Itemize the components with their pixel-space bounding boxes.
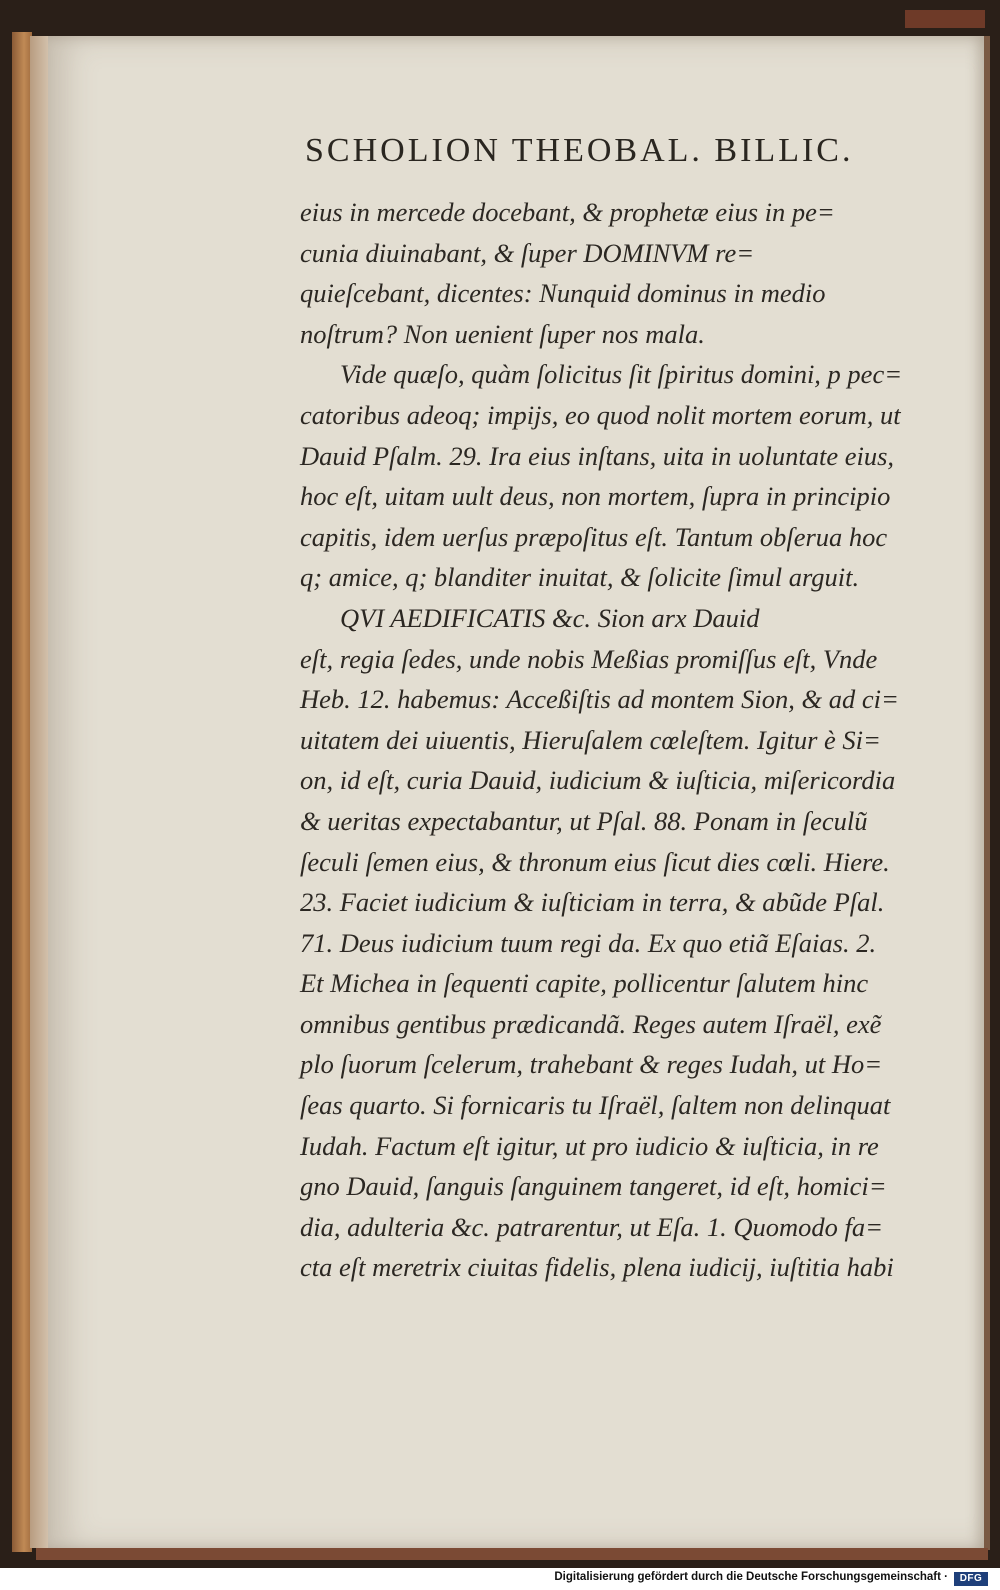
text-line: Iudah. Factum eſt igitur, ut pro iudicio & iuſticia, in re bbox=[300, 1130, 879, 1161]
text-line: hoc eſt, uitam uult deus, non mortem, ſupra in principio bbox=[300, 481, 891, 512]
text-line: Dauid Pſalm. 29. Ira eius inſtans, uita in uoluntate eius, bbox=[300, 440, 895, 471]
page-bottom-edge bbox=[36, 1548, 988, 1560]
text-line: Heb. 12. habemus: Acceßiſtis ad montem Sion, & ad ci= bbox=[300, 684, 899, 715]
text-line: noſtrum? Non uenient ſuper nos mala. bbox=[300, 318, 705, 349]
text-line: catoribus adeoq; impijs, eo quod nolit mortem eorum, ut bbox=[300, 399, 901, 430]
dfg-logo-icon: DFG bbox=[954, 1572, 988, 1586]
text-line: quieſcebant, dicentes: Nunquid dominus in medio bbox=[300, 278, 826, 309]
text-line: 23. Faciet iudicium & iuſticiam in terra, & abũde Pſal. bbox=[300, 887, 885, 918]
text-line: eius in mercede docebant, & prophetæ eius in pe= bbox=[300, 197, 835, 227]
running-head: SCHOLION THEOBAL. BILLIC. bbox=[305, 132, 854, 169]
text-line: ſeculi ſemen eius, & thronum eius ſicut dies cœli. Hiere. bbox=[300, 846, 890, 877]
body-text bbox=[300, 192, 960, 1288]
binding-edge bbox=[905, 10, 985, 28]
text-line: Vide quæſo, quàm ſolicitus ſit ſpiritus domini, p pec= bbox=[340, 359, 903, 390]
text-line: & ueritas expectabantur, ut Pſal. 88. Ponam in ſeculũ bbox=[300, 805, 868, 836]
text-line: ſeas quarto. Si fornicaris tu Iſraël, ſaltem non delinquat bbox=[300, 1090, 891, 1121]
text-line: 71. Deus iudicium tuum regi da. Ex quo etiã Eſaias. 2. bbox=[300, 927, 877, 958]
text-line: Et Michea in ſequenti capite, pollicentur ſalutem hinc bbox=[300, 968, 869, 999]
text-line: on, id eſt, curia Dauid, iudicium & iuſticia, miſericordia bbox=[300, 765, 896, 796]
text-line: capitis, idem uerſus præpoſitus eſt. Tantum obſerua hoc bbox=[300, 521, 888, 552]
text-line: eſt, regia ſedes, unde nobis Meßias promiſſus eſt, Vnde bbox=[300, 643, 878, 674]
text-line: dia, adulteria &c. patrarentur, ut Eſa. 1. Quomodo fa= bbox=[300, 1211, 883, 1242]
funding-credit: Digitalisierung gefördert durch die Deutsche Forschungsgemeinschaft · bbox=[554, 1571, 948, 1583]
text-line: QVI AEDIFICATIS &c. Sion arx Dauid bbox=[340, 602, 760, 633]
text-line: q; amice, q; blanditer inuitat, & ſolicite ſimul arguit. bbox=[300, 562, 860, 593]
book-spine bbox=[12, 32, 32, 1552]
page-right-edge bbox=[984, 36, 990, 1550]
text-line: cta eſt meretrix ciuitas fidelis, plena iudicij, iuſtitia habi bbox=[300, 1252, 894, 1283]
text-line: omnibus gentibus prædicandã. Reges autem Iſraël, exẽ bbox=[300, 1008, 882, 1039]
text-line: uitatem dei uiuentis, Hieruſalem cœleſtem. Igitur è Si= bbox=[300, 724, 881, 755]
text-line: plo ſuorum ſcelerum, trahebant & reges Iudah, ut Ho= bbox=[300, 1049, 883, 1080]
text-line: gno Dauid, ſanguis ſanguinem tangeret, id eſt, homici= bbox=[300, 1171, 887, 1202]
text-line: cunia diuinabant, & ſuper DOMINVM re= bbox=[300, 237, 755, 268]
